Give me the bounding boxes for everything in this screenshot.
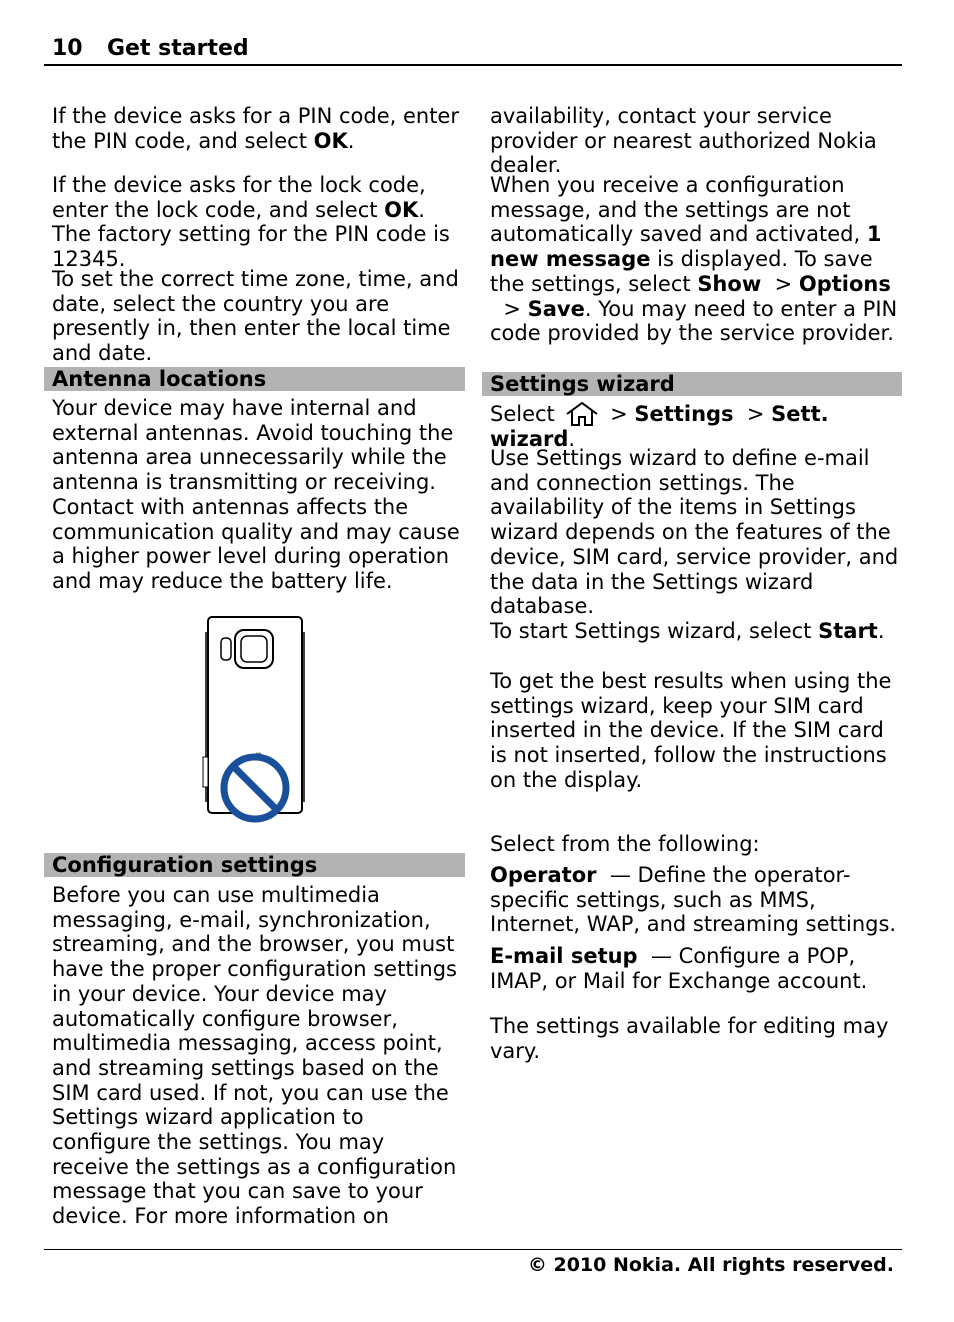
select-following-paragraph: Select from the following: (490, 832, 760, 856)
lock-code-paragraph: If the device asks for the lock code, enter the lock code, and select OK. The factory setting for the PIN code is 12345. (52, 173, 450, 272)
antenna-locations-heading: Antenna locations (44, 367, 465, 391)
page-number: 10 (52, 36, 83, 61)
wizard-description-paragraph: Use Settings wizard to define e-mail and connection settings. The availability of the items in Settings wizard depends on the features of the device, SIM card, service provider, and the data in the Settings wizard database. (490, 446, 899, 619)
start-wizard-paragraph: To start Settings wizard, select Start. (490, 619, 885, 643)
settings-vary-paragraph: The settings available for editing may vary. (490, 1014, 889, 1063)
home-icon (565, 401, 599, 427)
antenna-paragraph: Your device may have internal and external antennas. Avoid touching the antenna area unnecessarily while the antenna is transmitting or receiving. Contact with antennas affects the communication quality and may cause a higher power level during operation and may reduce the battery life. (52, 396, 460, 593)
configuration-settings-heading: Configuration settings (44, 853, 465, 877)
page-footer (44, 1249, 902, 1276)
page-header (44, 34, 902, 66)
configuration-paragraph: Before you can use multimedia messaging, e-mail, synchronization, streaming, and the browser, you must have the proper configuration settings in your device. Your device may automatically configure browser, multimedia messaging, access point, and streaming settings based on the SIM card used. If not, you can use the Settings wizard application to configure the settings. You may receive the settings as a configuration message that you can save to your device. For more information on (52, 883, 457, 1229)
availability-paragraph: availability, contact your service provider or nearest authorized Nokia dealer. (490, 104, 877, 178)
chapter-title: Get started (107, 36, 249, 61)
phone-back-illustration (198, 612, 310, 824)
copyright-text: © 2010 Nokia. All rights reserved. (527, 1254, 894, 1276)
prohibited-icon (224, 757, 286, 819)
pin-code-paragraph: If the device asks for a PIN code, enter the PIN code, and select OK. (52, 104, 459, 153)
sim-card-paragraph: To get the best results when using the settings wizard, keep your SIM card inserted in the device. If the SIM card is not inserted, follow the instructions on the display. (490, 669, 892, 792)
configuration-message-paragraph: When you receive a configuration message, and the settings are not automatically saved and activated, 1 new message is displayed. To save the settings, select Show > Options > Save. You may need to enter a PIN code provided by the service provider. (490, 173, 898, 346)
select-path-line: Select > Settings > Sett. wizard. (490, 402, 829, 451)
operator-definition: Operator — Define the operator-specific settings, such as MMS, Internet, WAP, and streaming settings. (490, 863, 897, 937)
settings-wizard-heading: Settings wizard (482, 372, 902, 396)
email-setup-definition: E-mail setup — Configure a POP, IMAP, or Mail for Exchange account. (490, 944, 868, 993)
time-zone-paragraph: To set the correct time zone, time, and date, select the country you are presently in, then enter the local time and date. (52, 267, 459, 366)
